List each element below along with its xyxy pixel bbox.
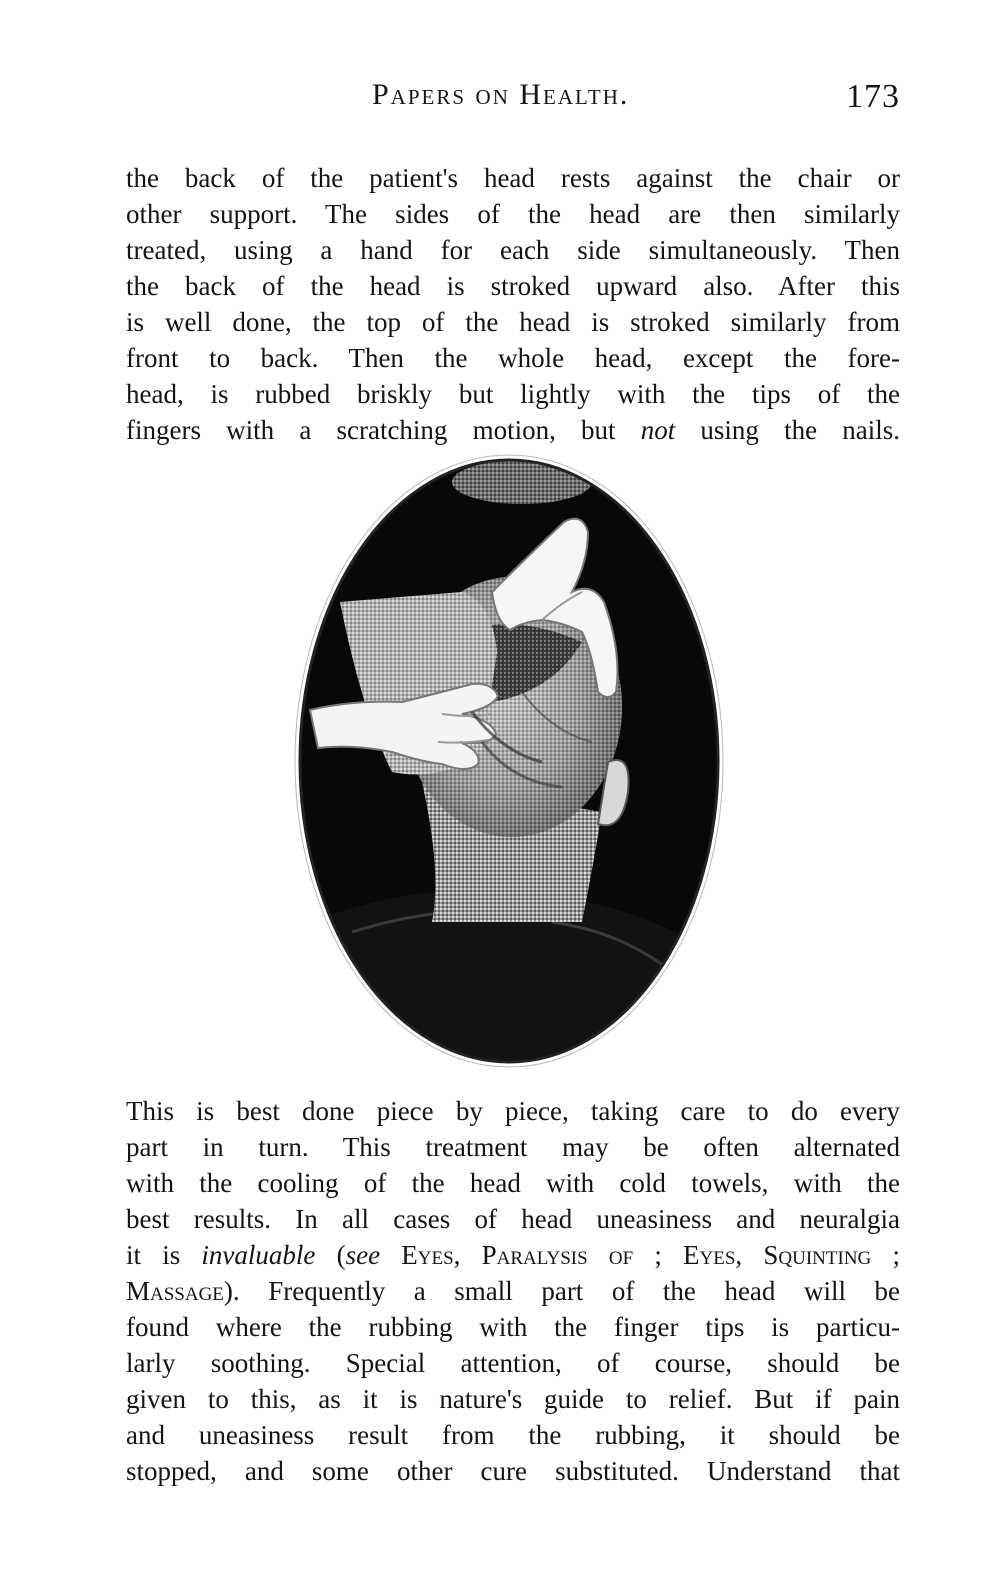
text-line: the back of the head is stroked upward also. After this <box>126 271 900 301</box>
text-line: and uneasiness result from the rubbing, it should be <box>126 1420 900 1450</box>
paragraph-2 <box>126 1093 900 1489</box>
paragraph-1 <box>126 160 900 448</box>
text-line: head, is rubbed briskly but lightly with the tips of the <box>126 379 900 409</box>
page-number: 173 <box>846 78 900 115</box>
cross-reference: Eyes, Paralysis of <box>401 1240 634 1270</box>
emphasis-see: see <box>345 1240 381 1270</box>
text-line: part in turn. This treatment may be often alternated <box>126 1132 900 1162</box>
text-line <box>126 1237 900 1273</box>
text-run: fingers with a scratching motion, but <box>126 415 641 445</box>
text-line: given to this, as it is nature's guide to relief. But if pain <box>126 1384 900 1414</box>
scalp-massage-photo-icon <box>292 452 726 1070</box>
running-title: Papers on Health. <box>372 78 630 111</box>
text-line: best results. In all cases of head uneasiness and neuralgia <box>126 1204 900 1234</box>
text-line: stopped, and some other cure substituted. Understand that <box>126 1456 900 1486</box>
text-line <box>126 412 900 448</box>
text-run: ( <box>315 1240 346 1270</box>
text-run: using the nails. <box>675 415 900 445</box>
text-run: ; <box>871 1240 900 1270</box>
oval-photo-illustration <box>292 452 726 1070</box>
text-line: other support. The sides of the head are then similarly <box>126 199 900 229</box>
emphasis-invaluable: invaluable <box>201 1240 316 1270</box>
cross-reference: Eyes, Squinting <box>683 1240 872 1270</box>
text-line: with the cooling of the head with cold towels, with the <box>126 1168 900 1198</box>
text-line: the back of the patient's head rests against the chair or <box>126 163 900 193</box>
text-line: is well done, the top of the head is stroked similarly from <box>126 307 900 337</box>
text-run <box>380 1240 401 1270</box>
text-line: treated, using a hand for each side simultaneously. Then <box>126 235 900 265</box>
text-line: This is best done piece by piece, taking care to do every <box>126 1096 900 1126</box>
text-line <box>126 1273 900 1309</box>
text-line: larly soothing. Special attention, of course, should be <box>126 1348 900 1378</box>
text-run: it is <box>126 1240 202 1270</box>
text-run: ). Frequently a small part of the head will be <box>223 1276 900 1306</box>
text-run: ; <box>633 1240 684 1270</box>
text-line: front to back. Then the whole head, except the fore- <box>126 343 900 373</box>
cross-reference: Massage <box>126 1276 224 1306</box>
text-line: found where the rubbing with the finger tips is particu- <box>126 1312 900 1342</box>
emphasis-not: not <box>640 415 676 445</box>
